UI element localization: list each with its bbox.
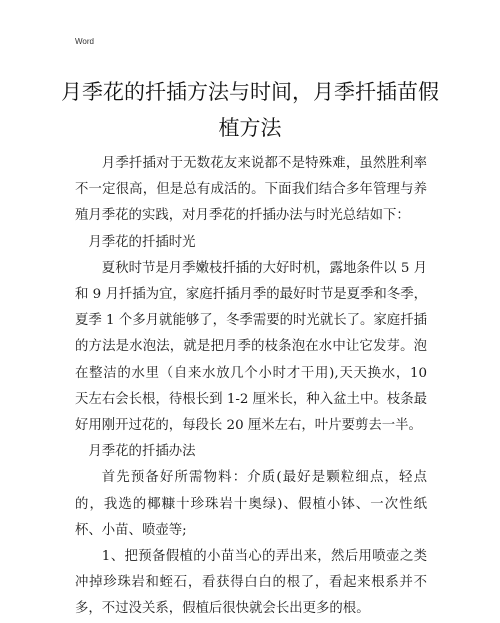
materials-paragraph: 首先预备好所需物料：介质(最好是颗粒细点，轻点的，我选的椰糠十珍珠岩十奥绿)、假植小钵、一次性纸杯、小苗、喷壶等; — [75, 470, 427, 538]
timing-paragraph: 夏秋时节是月季嫩枝扦插的大好时机，露地条件以 5 月和 9 月扦插为宜，家庭扦插月季的最好时节是夏季和冬季，夏季 1 个多月就能够了，冬季需要的时光就长了。家庭扦插的方法是水泡法，就是把月季的枝条泡在水中让它发芽。泡在整洁的水里（自来水放几个小时才干用),天天换水，10 天左右会长根，待根长到 1-2 厘米长，种入盆土中。枝条最好用刚开过花的，每段长 20 厘米左右，叶片要剪去一半。 — [75, 260, 427, 434]
document-body — [75, 151, 427, 623]
header-label: Word — [75, 37, 94, 46]
step-one-paragraph: 1、把预备假植的小苗当心的弄出来，然后用喷壶之类冲掉珍珠岩和蛭石，看获得白白的根了，看起来根系并不多，不过没关系，假植后很快就会长出更多的根。 — [75, 549, 427, 617]
section-heading-method: 月季花的扦插办法 — [88, 444, 196, 460]
document-title: 月季花的扦插方法与时间，月季扦插苗假植方法 — [61, 80, 439, 140]
intro-paragraph: 月季扦插对于无数花友来说都不是特殊难，虽然胜利率不一定很高，但是总有成活的。下面我们结合多年管理与养殖月季花的实践，对月季花的扦插办法与时光总结如下： — [75, 156, 427, 224]
section-heading-timing: 月季花的扦插时光 — [88, 234, 196, 250]
